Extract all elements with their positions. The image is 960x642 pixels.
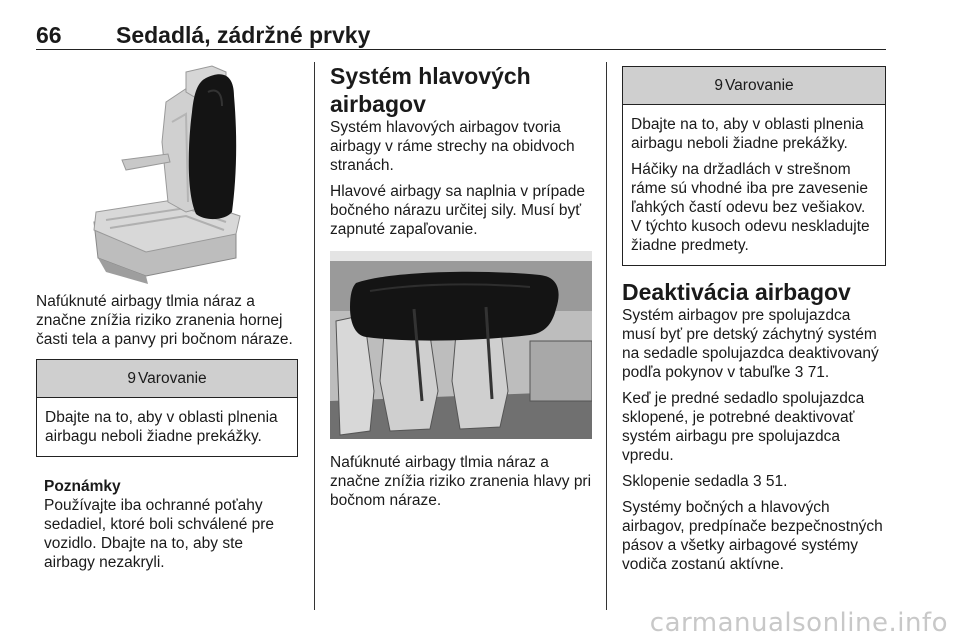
column-2	[330, 62, 592, 517]
deactivation-para-4: Systémy bočných a hlavových airbagov, predpínače bezpečnostných pásov a všetky airbagové systémy vodiča zostanú aktívne.	[622, 499, 883, 573]
heading-head-airbags: Systém hlavových airbagov	[330, 63, 531, 117]
column-1	[36, 62, 298, 572]
header-rule	[36, 49, 886, 50]
column-divider-1	[314, 62, 315, 610]
note-block	[36, 477, 298, 572]
warning-title: Varovanie	[137, 369, 207, 387]
warning-title: Varovanie	[724, 76, 794, 94]
note-title: Poznámky	[44, 478, 121, 495]
head-airbags-para-2: Hlavové airbagy sa naplnia v prípade bočného nárazu určitej sily. Musí byť zapnuté zapaľovanie.	[330, 183, 586, 238]
warning-body	[623, 105, 885, 265]
deactivation-para-2: Keď je predné sedadlo spolujazdca sklopené, je potrebné deaktivovať systém airbagu pre spolujazdca vpredu.	[622, 390, 865, 464]
deactivation-para-3: Sklopenie sedadla 3 51.	[622, 473, 788, 490]
page-number: 66	[36, 22, 62, 48]
warning-icon: 9	[714, 76, 723, 94]
warning-body	[37, 398, 297, 456]
figure-caption-curtain: Nafúknuté airbagy tlmia náraz a značne znížia riziko zranenia hlavy pri bočnom náraze.	[330, 454, 592, 509]
warning-box-1	[36, 359, 298, 457]
warning-text-1: Dbajte na to, aby v oblasti plnenia airbagu neboli žiadne prekážky.	[631, 116, 864, 152]
section-title: Sedadlá, zádržné prvky	[116, 22, 371, 48]
seat-airbag-illustration	[36, 62, 298, 286]
deactivation-para-1: Systém airbagov pre spolujazdca musí byť pre detský záchytný systém na sedadle spolujazdca deaktivovaný podľa pokynov v tabuľke 3 71.	[622, 307, 879, 381]
warning-text: Dbajte na to, aby v oblasti plnenia airbagu neboli žiadne prekážky.	[45, 409, 278, 445]
watermark: carmanualsonline.info	[649, 608, 948, 638]
warning-box-2	[622, 66, 886, 266]
figure-caption-seat: Nafúknuté airbagy tlmia náraz a značne znížia riziko zranenia hornej časti tela a panvy pri bočnom náraze.	[36, 293, 293, 348]
head-airbags-para-1: Systém hlavových airbagov tvoria airbagy v ráme strechy na obidvoch stranách.	[330, 119, 575, 174]
warning-text-2: Háčiky na držadlách v strešnom ráme sú vhodné iba pre zavesenie ľahkých častí odevu bez vešiakov. V týchto kusoch odevu neskladujte žiadne predmety.	[631, 161, 870, 254]
heading-deactivation: Deaktivácia airbagov	[622, 279, 851, 305]
column-divider-2	[606, 62, 607, 610]
warning-header	[37, 360, 297, 398]
note-text: Používajte iba ochranné poťahy sedadiel, ktoré boli schválené pre vozidlo. Dbajte na to, aby ste airbagy nezakryli.	[44, 497, 275, 571]
column-3	[622, 66, 886, 581]
curtain-airbag-photo	[330, 251, 592, 439]
page-header	[36, 22, 886, 52]
warning-icon: 9	[127, 369, 136, 387]
warning-header	[623, 67, 885, 105]
